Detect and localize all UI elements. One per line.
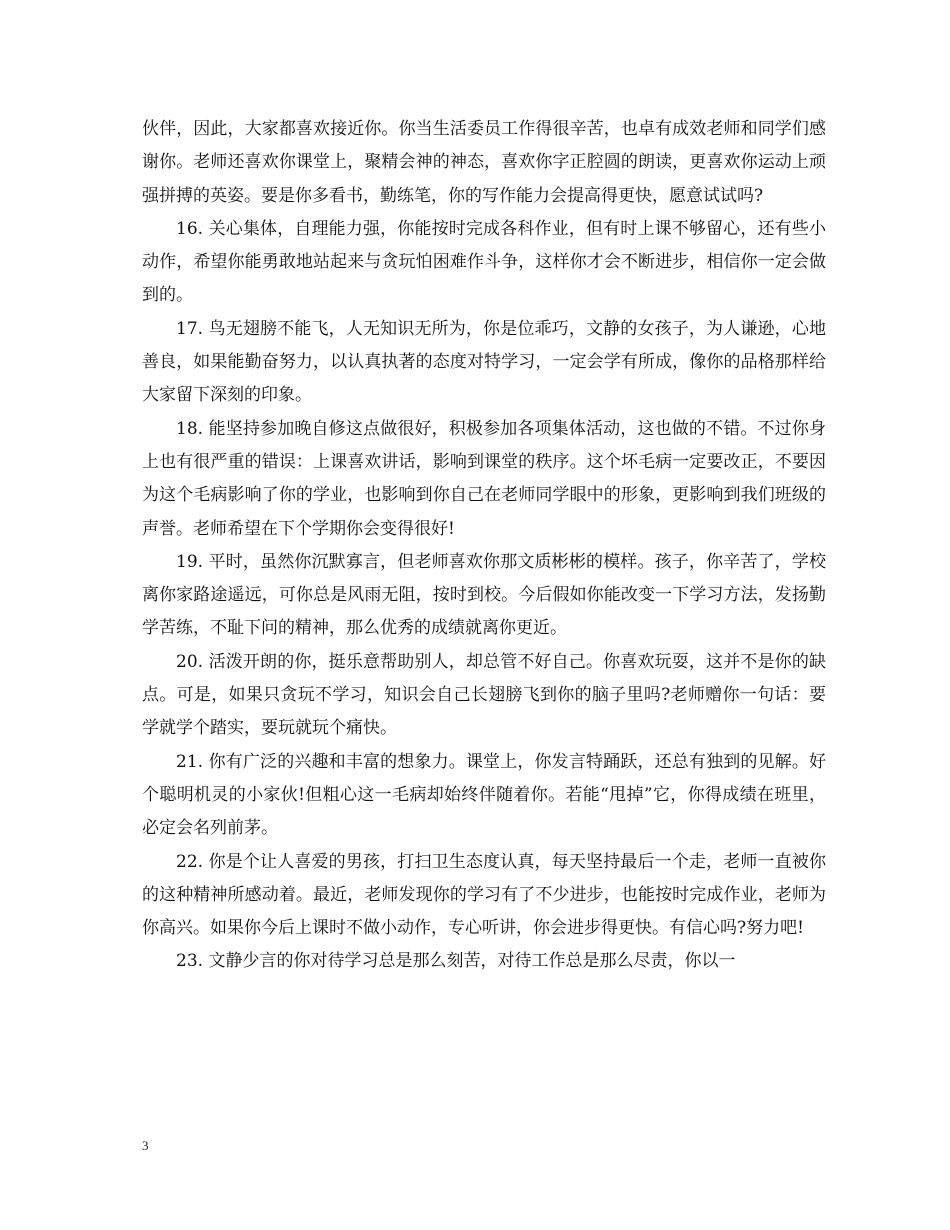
paragraph-item-22: 22. 你是个让人喜爱的男孩，打扫卫生态度认真，每天坚持最后一个走，老师一直被你的这种精神所感动着。最近，老师发现你的学习有了不少进步，也能按时完成作业，老师为你高兴。如果你今后上课时不做小动作，专心听讲，你会进步得更快。有信心吗?努力吧!	[142, 851, 826, 939]
paragraph-item-23: 23. 文静少言的你对待学习总是那么刻苦，对待工作总是那么尽责，你以一	[176, 951, 736, 972]
paragraph-item-20: 20. 活泼开朗的你，挺乐意帮助别人，却总管不好自己。你喜欢玩耍，这并不是你的缺点。可是，如果只贪玩不学习，知识会自己长翅膀飞到你的脑子里吗?老师赠你一句话：要学就学个踏实，要玩就玩个痛快。	[142, 651, 826, 739]
paragraph-item-17: 17. 鸟无翅膀不能飞，人无知识无所为，你是位乖巧，文静的女孩子，为人谦逊，心地善良，如果能勤奋努力，以认真执著的态度对特学习，一定会学有所成，像你的品格那样给大家留下深刻的印象。	[142, 318, 826, 406]
paragraph-item-18: 18. 能坚持参加晚自修这点做很好，积极参加各项集体活动，这也做的不错。不过你身上也有很严重的错误：上课喜欢讲话，影响到课堂的秩序。这个坏毛病一定要改正，不要因为这个毛病影响了你的学业，也影响到你自己在老师同学眼中的形象，更影响到我们班级的声誉。老师希望在下个学期你会变得很好!	[142, 418, 826, 539]
document-body	[142, 113, 826, 979]
paragraph-item-16: 16. 关心集体，自理能力强，你能按时完成各科作业，但有时上课不够留心，还有些小动作，希望你能勇敢地站起来与贪玩怕困难作斗争，这样你才会不断进步，相信你一定会做到的。	[142, 218, 826, 306]
paragraph-item-19: 19. 平时，虽然你沉默寡言，但老师喜欢你那文质彬彬的模样。孩子，你辛苦了，学校离你家路途遥远，可你总是风雨无阻，按时到校。今后假如你能改变一下学习方法，发扬勤学苦练，不耻下问的精神，那么优秀的成绩就离你更近。	[142, 551, 826, 639]
paragraph-item-21: 21. 你有广泛的兴趣和丰富的想象力。课堂上，你发言特踊跃，还总有独到的见解。好个聪明机灵的小家伙!但粗心这一毛病却始终伴随着你。若能“甩掉”它，你得成绩在班里，必定会名列前茅。	[142, 751, 826, 839]
paragraph-continuation: 伙伴，因此，大家都喜欢接近你。你当生活委员工作得很辛苦，也卓有成效老师和同学们感谢你。老师还喜欢你课堂上，聚精会神的神态，喜欢你字正腔圆的朗读，更喜欢你运动上顽强拼搏的英姿。要是你多看书，勤练笔，你的写作能力会提高得更快，愿意试试吗?	[142, 119, 826, 206]
page-number: 3	[142, 1138, 149, 1153]
